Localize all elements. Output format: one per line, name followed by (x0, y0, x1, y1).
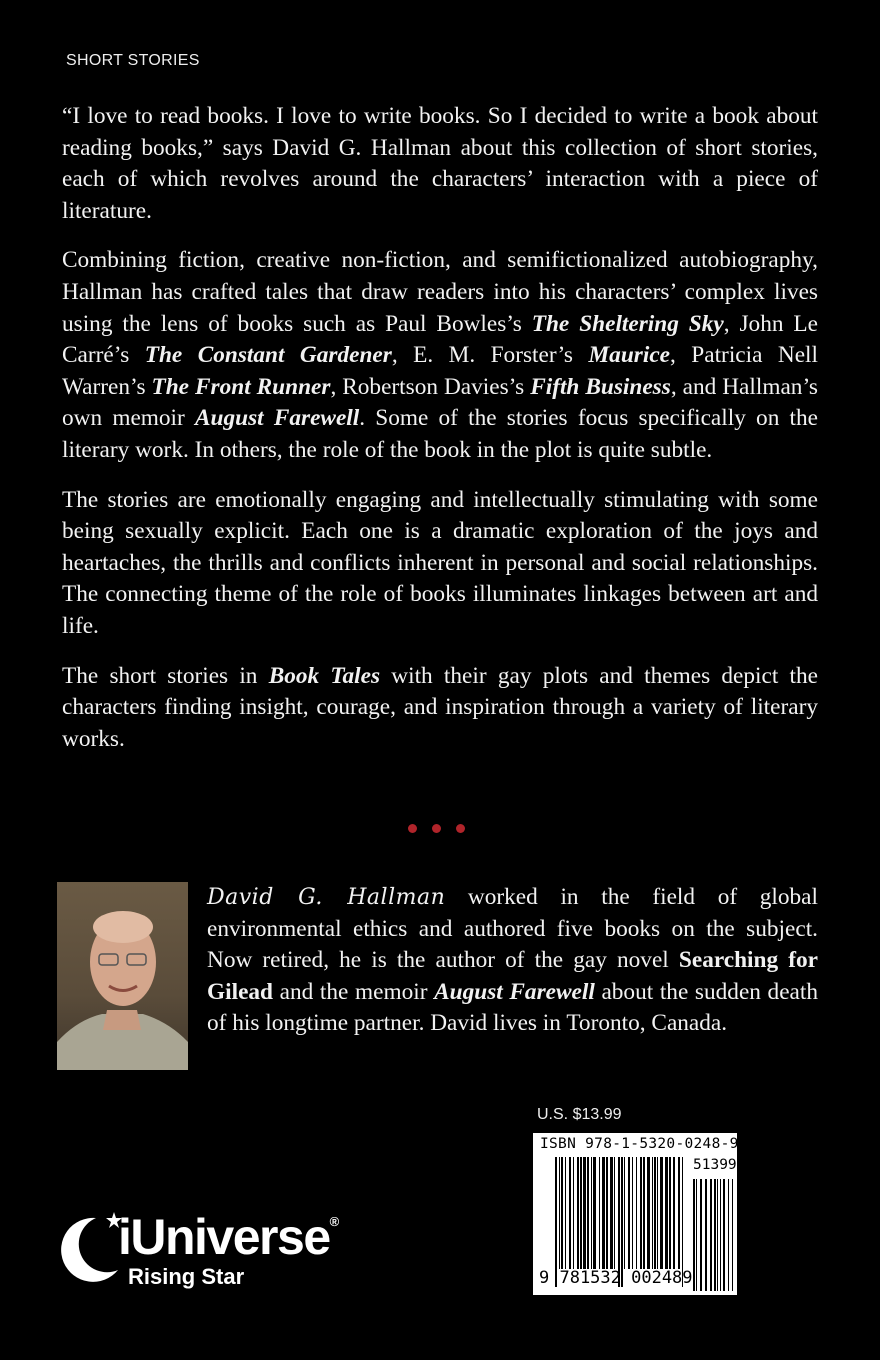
moon-star-icon (58, 1212, 122, 1282)
author-name: David G. Hallman (207, 885, 446, 910)
text-run: The short stories in (62, 662, 269, 689)
barcode-bar (591, 1157, 592, 1269)
book-title: August Farewell (434, 978, 595, 1005)
barcode-bar (643, 1157, 645, 1269)
text-run: , Patricia Nell Warren’s (62, 342, 819, 400)
text-run: The stories are emotionally engaging and intellectually stimulating with some being sexually explicit. Each one is a dramatic exploration of the joys and heartaches, the thrills and conflicts inherent in personal and social relationships. The connecting theme of the role of books illuminates linkages between art and life. (62, 486, 818, 639)
addon-bar (728, 1179, 729, 1291)
text-run: , E. M. Forster’s (391, 342, 589, 369)
isbn-barcode (533, 1133, 737, 1295)
publisher-logo (58, 1210, 388, 1300)
addon-bar (700, 1179, 702, 1291)
ean-number: 9 781532 002489 (539, 1268, 693, 1288)
book-title: August Farewell (194, 405, 360, 432)
barcode-bar (561, 1157, 563, 1269)
barcode-bar (587, 1157, 589, 1269)
price: U.S. $13.99 (537, 1106, 622, 1123)
barcode-bar (660, 1157, 663, 1269)
barcode-bar (573, 1157, 574, 1269)
paragraph (62, 245, 818, 466)
addon-bar (720, 1179, 721, 1291)
description (62, 101, 818, 773)
barcode-bar (669, 1157, 671, 1269)
book-title: Searching for Gilead (207, 947, 818, 1005)
addon-bar (723, 1179, 725, 1291)
text-run: , John Le Carré’s (62, 310, 818, 369)
barcode-bar (569, 1157, 571, 1269)
addon-bar (717, 1179, 718, 1291)
barcode-bar (628, 1157, 630, 1269)
barcode-bar (602, 1157, 605, 1269)
category-label: SHORT STORIES (66, 52, 200, 69)
barcode-bar (610, 1157, 613, 1269)
barcode-bar (636, 1157, 637, 1269)
barcode-bar (614, 1157, 615, 1269)
barcode-bar (599, 1157, 600, 1269)
barcode-bar (640, 1157, 642, 1269)
divider-dot (408, 824, 417, 833)
publisher-name: iUniverse® (118, 1209, 338, 1265)
author-photo (57, 882, 188, 1070)
barcode-bar (657, 1157, 658, 1269)
addon-bar (732, 1179, 733, 1291)
author-bio (207, 882, 818, 1040)
barcode-bar (580, 1157, 582, 1269)
barcode-bar (632, 1157, 633, 1269)
paragraph (62, 101, 818, 227)
barcode-bar (559, 1157, 560, 1269)
publisher-imprint: Rising Star (128, 1264, 245, 1289)
isbn-text: ISBN 978-1-5320-0248-9 (540, 1136, 739, 1152)
addon-bar (693, 1179, 695, 1291)
book-title: Fifth Business (530, 373, 671, 400)
barcode-bar (647, 1157, 650, 1269)
text-run: . Some of the stories focus specifically on the literary work. In others, the role of the book in the plot is quite subtle. (62, 405, 818, 463)
text-run: , Robertson Davies’s (330, 373, 531, 400)
barcode-bar (654, 1157, 656, 1269)
paragraph (62, 661, 818, 756)
barcode-bar (652, 1157, 653, 1269)
barcode-bar (606, 1157, 608, 1269)
addon-bar (710, 1179, 712, 1291)
book-title: Maurice (588, 342, 671, 369)
text-run: with their gay plots and themes depict the characters finding insight, courage, and inspiration through a variety of literary works. (62, 662, 818, 752)
barcode-bar (665, 1157, 668, 1269)
book-title: The Sheltering Sky (531, 310, 724, 337)
addon-bar (714, 1179, 716, 1291)
divider-dot (432, 824, 441, 833)
text-run: “I love to read books. I love to write books. So I decided to write a book about reading books,” says David G. Hallman about this collection of short stories, each of which revolves around the characters’ interaction with a piece of literature. (62, 103, 818, 224)
section-divider (408, 824, 465, 833)
addon-bar (705, 1179, 707, 1291)
text-run: Combining fiction, creative non-fiction, and semifictionalized autobiography, Hallman has crafted tales that draw readers into his characters’ complex lives using the lens of books such as Paul Bowles’s (62, 247, 818, 337)
book-title: The Front Runner (151, 373, 331, 400)
barcode-bar (593, 1157, 596, 1269)
barcode-bar (565, 1157, 566, 1269)
text-run: worked in the field of global environmental ethics and authored five books on the subject. Now retired, he is the author of the gay novel (207, 884, 818, 974)
barcode-bar (583, 1157, 586, 1269)
text-run: , and Hallman’s own memoir (62, 373, 818, 432)
barcode-bar (577, 1157, 579, 1269)
text-run: and the memoir (273, 978, 435, 1005)
barcode-bar (678, 1157, 680, 1269)
book-title: Book Tales (268, 662, 381, 689)
addon-bar (696, 1179, 697, 1291)
barcode-bar (673, 1157, 675, 1269)
text-run: about the sudden death of his longtime partner. David lives in Toronto, Canada. (207, 978, 819, 1037)
price-addon-code: 51399 (693, 1157, 737, 1173)
barcode-bar (624, 1157, 625, 1269)
divider-dot (456, 824, 465, 833)
paragraph (62, 485, 818, 643)
book-title: The Constant Gardener (144, 342, 392, 369)
